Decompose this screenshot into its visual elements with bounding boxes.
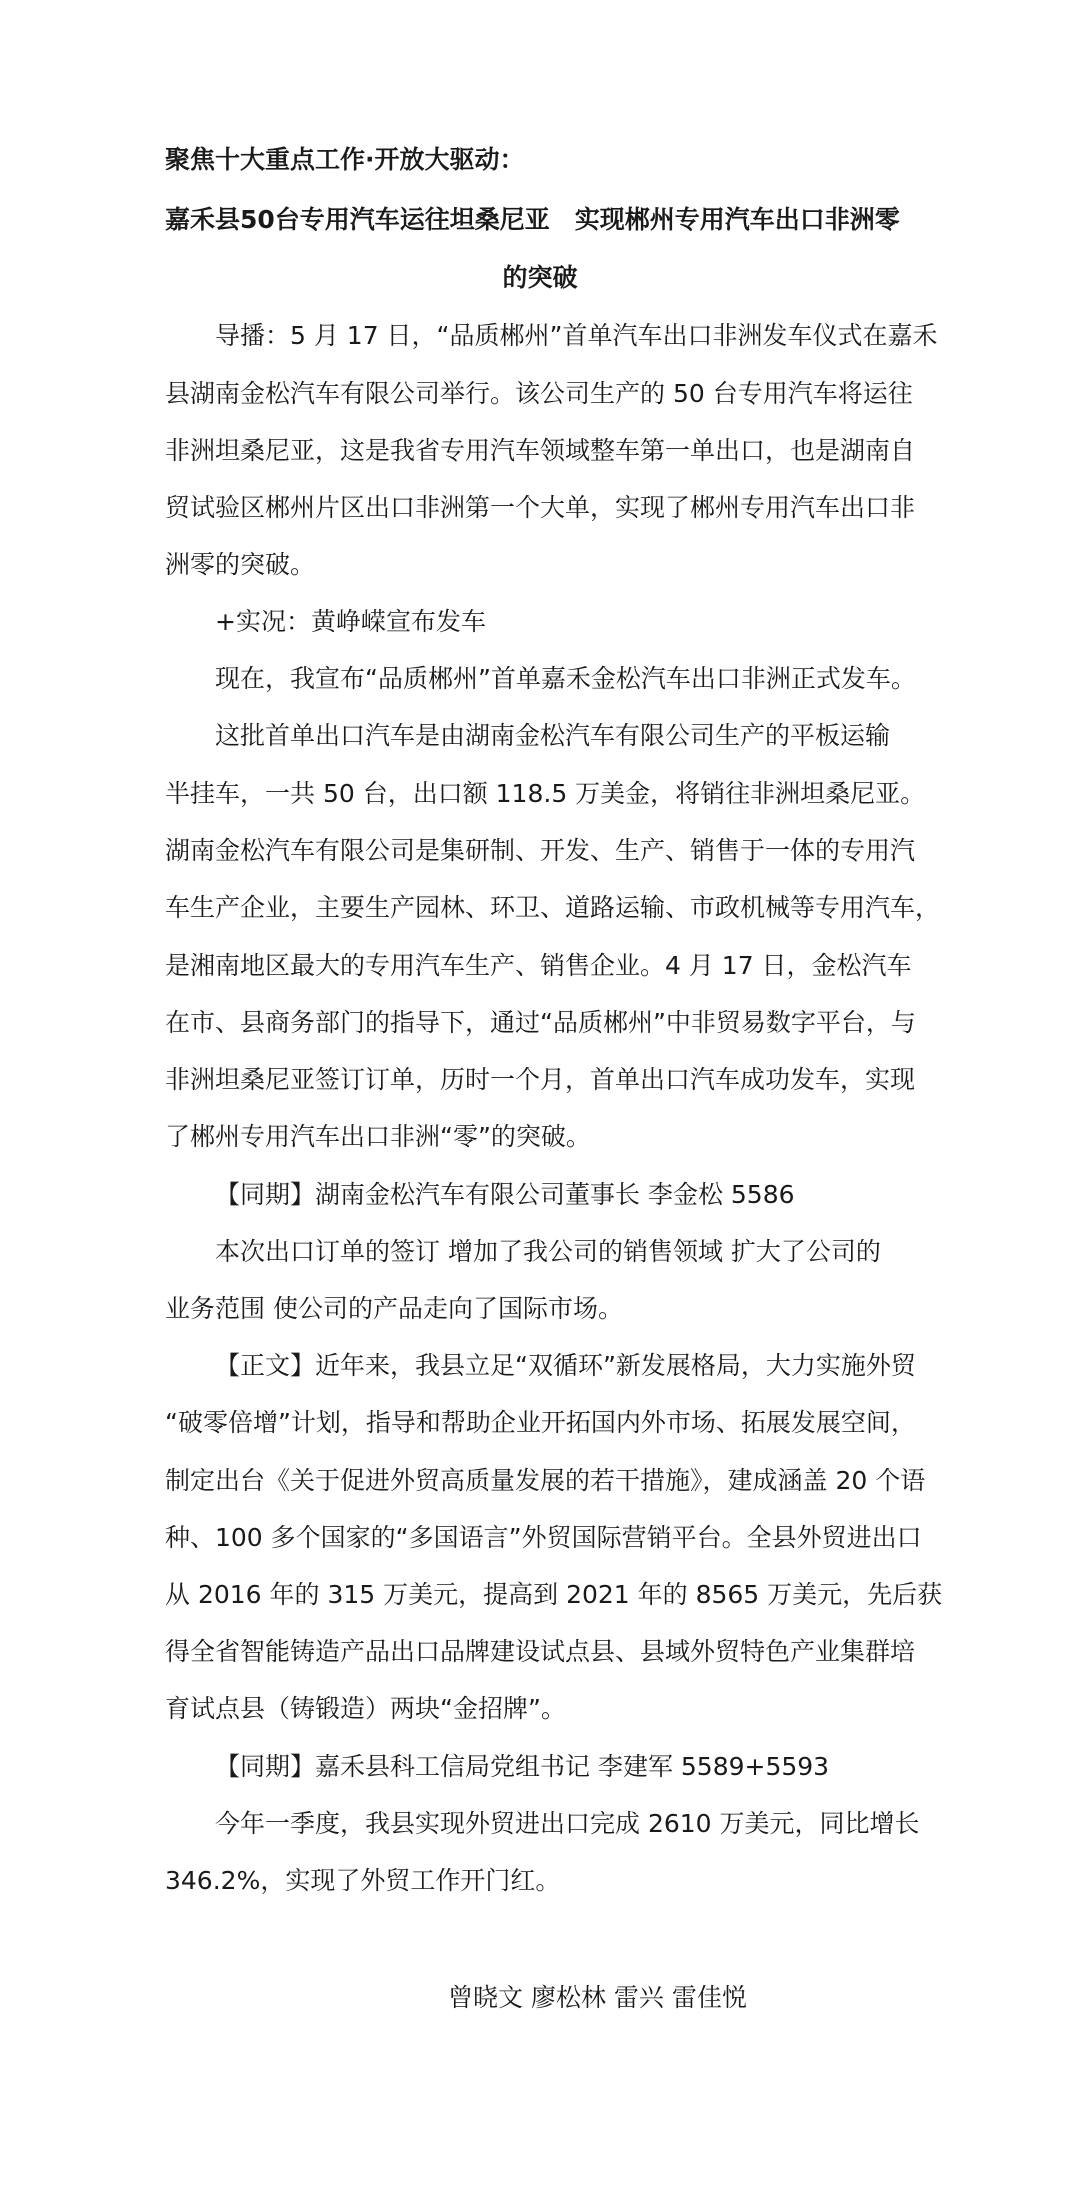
body-line: 【同期】嘉禾县科工信局党组书记 李建军 5589+5593 [215,1752,830,1781]
title-line-2: 嘉禾县50台专用汽车运往坦桑尼亚 实现郴州专用汽车出口非洲零 [165,205,900,234]
body-line: 湖南金松汽车有限公司是集研制、开发、生产、销售于一体的专用汽 [165,836,916,865]
body-line: 县湖南金松汽车有限公司举行。该公司生产的 50 台专用汽车将运往 [165,379,913,408]
body-line: 【同期】湖南金松汽车有限公司董事长 李金松 5586 [215,1180,795,1209]
body-line: 非洲坦桑尼亚签订订单，历时一个月，首单出口汽车成功发车，实现 [165,1065,916,1094]
body-line: 这批首单出口汽车是由湖南金松汽车有限公司生产的平板运输 [215,721,891,750]
body-line: 业务范围 使公司的产品走向了国际市场。 [165,1294,623,1323]
body-line: 是湘南地区最大的专用汽车生产、销售企业。4 月 17 日，金松汽车 [165,951,912,980]
body-line: 在市、县商务部门的指导下，通过“品质郴州”中非贸易数字平台，与 [165,1008,916,1037]
title-line-3: 的突破 [502,263,578,292]
body-line: 本次出口订单的签订 增加了我公司的销售领域 扩大了公司的 [215,1237,881,1266]
body-line: +实况：黄峥嵘宣布发车 [215,607,486,636]
body-line: 种、100 多个国家的“多国语言”外贸国际营销平台。全县外贸进出口 [165,1523,922,1552]
body-line: 现在，我宣布“品质郴州”首单嘉禾金松汽车出口非洲正式发车。 [215,664,916,693]
title-line-1: 聚焦十大重点工作·开放大驱动： [165,145,525,174]
body-line: 346.2%，实现了外贸工作开门红。 [165,1866,561,1895]
body-line: 【正文】近年来，我县立足“双循环”新发展格局，大力实施外贸 [215,1351,916,1380]
author-signature: 曾晓文 廖松林 雷兴 雷佳悦 [448,1983,747,2012]
body-line: 洲零的突破。 [165,550,316,579]
body-line: 从 2016 年的 315 万美元，提高到 2021 年的 8565 万美元，先后获 [165,1580,943,1609]
body-line: 育试点县（铸锻造）两块“金招牌”。 [165,1694,566,1723]
body-line: 非洲坦桑尼亚，这是我省专用汽车领域整车第一单出口，也是湖南自 [165,436,916,465]
body-line: “破零倍增”计划，指导和帮助企业开拓国内外市场、拓展发展空间， [165,1408,916,1437]
body-line: 了郴州专用汽车出口非洲“零”的突破。 [165,1122,591,1151]
body-line: 车生产企业，主要生产园林、环卫、道路运输、市政机械等专用汽车， [165,893,941,922]
body-line: 导播：5 月 17 日，“品质郴州”首单汽车出口非洲发车仪式在嘉禾 [215,321,938,350]
body-line: 得全省智能铸造产品出口品牌建设试点县、县域外贸特色产业集群培 [165,1637,916,1666]
body-line: 半挂车，一共 50 台，出口额 118.5 万美金，将销往非洲坦桑尼亚。 [165,779,926,808]
body-line: 贸试验区郴州片区出口非洲第一个大单，实现了郴州专用汽车出口非 [165,493,916,522]
body-line: 制定出台《关于促进外贸高质量发展的若干措施》，建成涵盖 20 个语 [165,1466,926,1495]
body-line: 今年一季度，我县实现外贸进出口完成 2610 万美元，同比增长 [215,1809,920,1838]
